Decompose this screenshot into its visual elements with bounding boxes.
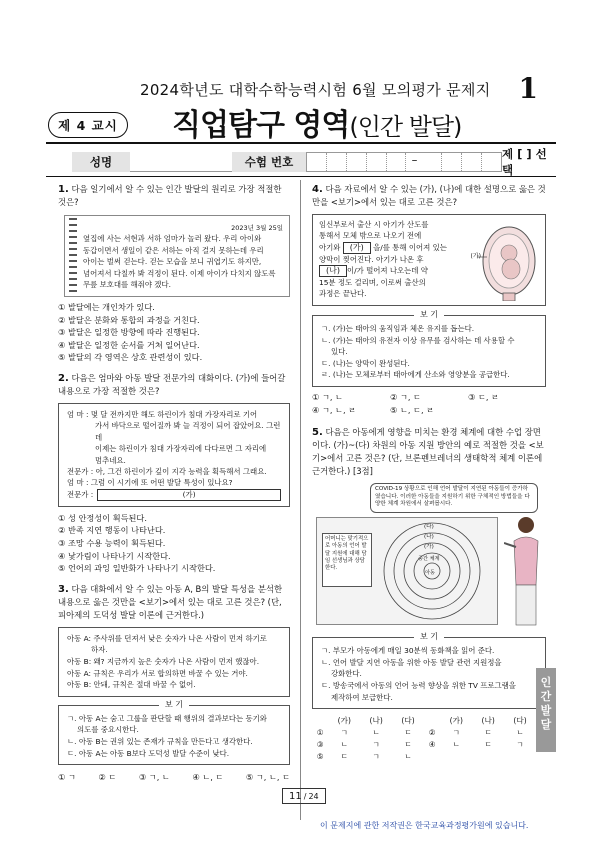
q3-bogi-item: 의도를 중요시한다. — [77, 725, 139, 735]
q3-bogi-item: ㄴ. 아동 B는 권위 있는 존재가 규칙을 만든다고 생각한다. — [67, 736, 253, 746]
diary-line: 아이는 벌써 걷는다. 걷는 모습을 보니 귀엽기도 하지만, — [83, 257, 262, 267]
header-divider — [46, 142, 556, 144]
q4-option[interactable]: ④ ㄱ, ㄴ, ㄹ — [312, 404, 357, 415]
q4-options — [312, 391, 546, 416]
q4-option[interactable]: ① ㄱ, ㄴ — [312, 391, 343, 402]
q2-option[interactable]: ⑤ 언어의 과잉 일반화가 나타나기 시작한다. — [58, 563, 216, 574]
q3-options — [58, 771, 290, 784]
q2-dialog-line: 엄 마 : 몇 달 전까지만 해도 하린이가 침대 가장자리로 기어 — [67, 409, 258, 419]
question-5 — [312, 426, 546, 478]
q5-bogi-label: 보 기 — [414, 631, 444, 643]
q1-options — [58, 301, 290, 364]
select-label: 제 [ ] 선택 — [502, 147, 547, 177]
info-divider — [46, 176, 556, 177]
q2-option[interactable]: ③ 조망 수용 능력이 획득된다. — [58, 538, 166, 548]
q2-number: 2. — [58, 372, 69, 384]
left-column — [58, 183, 290, 784]
q4-text-line: 아기와 — [319, 242, 341, 252]
q3-dialog-line: 아동 A: 규칙은 우리가 서로 합의하면 바꿀 수 있는 거야. — [67, 668, 248, 678]
cell: ㄱ — [372, 752, 380, 762]
q2-dialog-line: 멈추네요. — [95, 455, 126, 465]
cell: ㄱ — [516, 740, 524, 750]
board-note: 어머니는 맞기적으로 아동의 언어 발달 지원에 대해 담임 선생님과 상담한다. — [322, 533, 372, 587]
q5-bogi-item: 강화한다. — [331, 669, 362, 679]
q4-blank-na: (나) — [319, 265, 347, 277]
q5-classroom-scene — [312, 483, 546, 633]
q4-text-line: 임신부로서 출산 시 아기가 산도를 — [319, 220, 429, 229]
ring-label: (가) — [424, 544, 434, 551]
cell: ㄱ — [372, 740, 380, 750]
q4-bogi-item: 있다. — [331, 347, 348, 357]
q4-blank-ga: (가) — [343, 242, 371, 254]
q4-text-line: 통해서 모체 밖으로 나오기 전에 — [319, 231, 422, 241]
q4-option[interactable]: ② ㄱ, ㄷ — [390, 391, 421, 402]
q3-bogi-box — [58, 699, 290, 765]
cell: ㄷ — [404, 728, 412, 738]
q2-option[interactable]: ② 반족 지연 행동이 나타난다. — [58, 525, 166, 536]
q3-bogi-label: 보 기 — [159, 699, 189, 711]
option-number: ② — [428, 728, 436, 738]
q2-option[interactable]: ① 성 안정성이 획득된다. — [58, 512, 147, 523]
q4-text-line: 이/가 떨어져 나오는데 약 — [346, 265, 428, 275]
q2-dialog-line: 가서 바닥으로 떨어질까 봐 늘 걱정이 되어 잡았어요. 그런데 — [95, 421, 281, 442]
name-label: 성명 — [72, 152, 130, 172]
cell: ㄴ — [452, 740, 460, 750]
q4-text-box — [312, 214, 546, 306]
cell: ㄴ — [516, 728, 524, 738]
ring-label: 아동 — [425, 570, 436, 577]
teacher-speech-bubble: COVID-19 상황으로 인해 언어 발달이 지연된 아동들이 증가하였습니다. 이러한 아동들을 지원하기 위한 구체적인 방법들을 다양한 체계 차원에서 살펴봅시다. — [370, 483, 538, 513]
page-current: 11 — [289, 790, 302, 802]
q2-dialog-line: 엄 마 : 그럼 이 시기에 또 어떤 발달 특성이 있나요? — [67, 478, 233, 488]
q1-option[interactable]: ⑤ 발달의 각 영역은 상호 관련성이 있다. — [58, 352, 203, 363]
q4-option[interactable]: ③ ㄷ, ㄹ — [468, 391, 499, 402]
diary-date: 2023년 3월 25일 — [231, 224, 283, 232]
cell: ㄱ — [452, 728, 460, 738]
name-field[interactable] — [130, 152, 232, 172]
option-number: ⑤ — [316, 752, 324, 762]
page-number: 1 — [518, 72, 538, 105]
number-field[interactable] — [306, 152, 502, 172]
table-head: (다) — [401, 716, 415, 726]
table-head: (다) — [513, 716, 527, 726]
q3-dialog-box — [58, 627, 290, 697]
q3-dialog-line: 아동 B: 왜? 지금까지 높은 숫자가 나온 사람이 먼저 했잖아. — [67, 656, 260, 666]
q5-answer-table — [312, 715, 536, 763]
ring-label: (나) — [424, 534, 434, 541]
cell: ㄴ — [340, 740, 348, 750]
q3-bogi-item: ㄷ. 아동 A는 아동 B보다 도덕성 발달 수준이 낮다. — [67, 748, 230, 758]
q4-text-line: 과정은 끝난다. — [319, 289, 367, 299]
diary-line: 동갑이면서 생일이 같은 서하는 아직 걸지 못하는데 우리 — [83, 245, 264, 255]
q2-stem: 다음은 엄마와 아동 발달 전문가의 대화이다. (가)에 들어갈 내용으로 가장 적절한 것은? — [58, 372, 286, 396]
fetus-label: (가) — [470, 253, 481, 260]
q4-text-line: 15분 정도 걸리며, 이로써 출산의 — [319, 277, 426, 287]
table-row — [312, 715, 536, 727]
q5-bogi-item: ㄱ. 부모가 아동에게 매일 30분씩 동화책을 읽어 준다. — [321, 646, 495, 656]
number-dash: – — [411, 153, 418, 167]
q1-option[interactable]: ③ 발달은 일정한 방향에 따라 진행된다. — [58, 327, 200, 338]
q4-bogi-item: ㄹ. (나)는 모체로부터 태아에게 산소와 영양분을 공급한다. — [321, 370, 510, 380]
q3-number: 3. — [58, 583, 69, 595]
ring-label: 중간 체계 — [418, 556, 440, 563]
subject-sub: (인간 발달) — [349, 113, 462, 141]
cell: ㄴ — [372, 728, 380, 738]
page-total: 24 — [308, 791, 319, 801]
q5-bogi-box — [312, 632, 546, 709]
number-label: 수험 번호 — [232, 152, 306, 172]
q2-options — [58, 512, 290, 575]
cell: ㄷ — [404, 740, 412, 750]
cell: ㄷ — [340, 752, 348, 762]
question-4 — [312, 183, 546, 209]
period-badge: 제 4 교시 — [48, 112, 128, 138]
q5-bogi-item: 제작하여 보급한다. — [331, 692, 393, 702]
right-column — [312, 183, 546, 763]
table-head: (가) — [449, 716, 463, 726]
cell: ㄱ — [340, 728, 348, 738]
q5-number: 5. — [312, 427, 323, 439]
q3-option[interactable]: ① ㄱ — [58, 772, 76, 783]
subject-side-tab: 인간 발달 — [536, 668, 556, 752]
subject-title — [172, 100, 461, 144]
q5-stem: 다음은 아동에게 영향을 미치는 환경 체계에 대한 수업 장면이다. (가)~(다) 차원의 아동 지원 방안의 예로 적절한 것을 <보기>에서 고른 것은? (단, 브론펜브레너의 생태학적 체계 이론에 근거한다.) [3점] — [312, 427, 544, 477]
question-2 — [58, 372, 290, 398]
diary-box — [64, 215, 290, 297]
q3-option[interactable]: ⑤ ㄱ, ㄴ, ㄷ — [245, 772, 290, 783]
q4-text-line: 을/를 통해 이어져 있는 — [373, 242, 447, 252]
teacher-figure-icon — [504, 513, 544, 631]
q2-dialog-line: 이제는 하린이가 침대 가장자리에 다다르면 그 자리에 — [95, 444, 267, 454]
q5-bogi-item: ㄷ. 방송국에서 아동의 언어 능력 향상을 위한 TV 프로그램을 — [321, 680, 516, 690]
q4-bogi-item: ㄷ. (나)는 양막이 완성된다. — [321, 358, 410, 368]
q2-dialog-line: 전문가 : 아, 그건 하린이가 깊이 지각 능력을 획득해서 그래요. — [67, 467, 267, 476]
info-row — [72, 147, 556, 177]
exam-title: 2024학년도 대학수학능력시험 6월 모의평가 문제지 — [140, 81, 491, 99]
q3-option[interactable]: ② ㄷ — [98, 772, 117, 783]
table-row[interactable] — [312, 751, 536, 763]
table-head: (가) — [337, 716, 351, 726]
diary-line: 옆집에 사는 서현과 서하 엄마가 놀러 왔다. 우리 아이와 — [83, 234, 262, 243]
q2-dialog-box — [58, 403, 290, 507]
q3-dialog-line: 아동 A: 주사위를 던져서 낮은 숫자가 나온 사람이 먼저 하기로 — [67, 633, 267, 643]
table-row[interactable] — [312, 727, 536, 739]
q3-option[interactable]: ③ ㄱ, ㄴ — [138, 772, 170, 783]
table-row[interactable] — [312, 739, 536, 751]
cell: ㄴ — [404, 752, 412, 762]
option-number: ① — [316, 728, 324, 738]
q2-blank: (가) — [97, 489, 281, 501]
ring-label: (다) — [424, 524, 434, 531]
cell: ㄷ — [484, 740, 492, 750]
fetus-uterus-illustration — [475, 221, 539, 301]
q4-number: 4. — [312, 184, 323, 195]
q5-bogi-item: ㄴ. 언어 발달 지연 아동을 위한 아동 발달 관련 지원정을 — [321, 657, 502, 667]
table-head: (나) — [369, 716, 383, 726]
question-1 — [58, 183, 290, 209]
q1-option[interactable]: ④ 발달은 일정한 순서를 거쳐 일어난다. — [58, 339, 200, 350]
spiral-binding-icon — [69, 218, 77, 294]
q1-number: 1. — [58, 184, 69, 195]
q1-option[interactable]: ① 발달에는 개인차가 있다. — [58, 302, 155, 312]
q1-option[interactable]: ② 발달은 분화와 통합의 과정을 거친다. — [58, 314, 200, 325]
q4-bogi-label: 보 기 — [414, 309, 444, 321]
q4-option[interactable]: ⑤ ㄴ, ㄷ, ㄹ — [390, 404, 435, 415]
table-head: (나) — [481, 716, 495, 726]
q4-text-line: 양막이 찢어진다. 아기가 나온 후 — [319, 254, 424, 264]
q4-bogi-box — [312, 310, 546, 387]
q3-bogi-item: ㄱ. 아동 A는 숨고 그룹을 판단할 때 행위의 결과보다는 동기와 — [67, 713, 267, 723]
diary-line: 무릎 보호대를 해줘야 겠다. — [83, 280, 171, 290]
q3-stem: 다음 대화에서 알 수 있는 아동 A, B의 발달 특성을 분석한 내용으로 옳은 것만을 <보기>에서 있는 대로 고른 것은? (단, 피아제의 도덕성 발달 이론에 근거한다.) — [58, 583, 283, 620]
q3-option[interactable]: ④ ㄴ, ㄷ — [192, 772, 224, 783]
q4-bogi-item: ㄴ. (가)는 태아의 유전자 이상 유무를 검사하는 데 사용할 수 — [321, 335, 515, 345]
q3-dialog-line: 아동 B: 안돼, 규칙은 절대 바꿀 수 없어. — [67, 680, 196, 690]
option-number: ③ — [316, 740, 324, 750]
q1-stem: 다음 일기에서 알 수 있는 인간 발달의 원리로 가장 적절한 것은? — [58, 184, 282, 207]
copyright-notice: 이 문제지에 관한 저작권은 한국교육과정평가원에 있습니다. — [320, 821, 529, 830]
subject-main: 직업탐구 영역 — [172, 108, 350, 143]
option-number: ④ — [428, 740, 436, 750]
q3-dialog-line: 하자. — [91, 645, 108, 655]
cell: ㄷ — [484, 728, 492, 738]
diary-line: 넘어져서 다칠까 봐 걱정이 된다. 이제 아이가 다치지 않도록 — [83, 268, 276, 278]
q2-option[interactable]: ④ 낯가림이 나타나기 시작한다. — [58, 550, 171, 561]
question-3 — [58, 583, 290, 622]
column-divider — [300, 180, 301, 820]
q4-stem: 다음 자료에서 알 수 있는 (가), (나)에 대한 설명으로 옳은 것만을 <보기>에서 있는 대로 고른 것은? — [312, 184, 546, 207]
q2-dialog-line: 전문가 : — [67, 490, 94, 500]
footer-page: 11 / 24 — [282, 788, 326, 804]
q4-bogi-item: ㄱ. (가)는 태아의 움직임과 체온 유지를 돕는다. — [321, 324, 475, 333]
